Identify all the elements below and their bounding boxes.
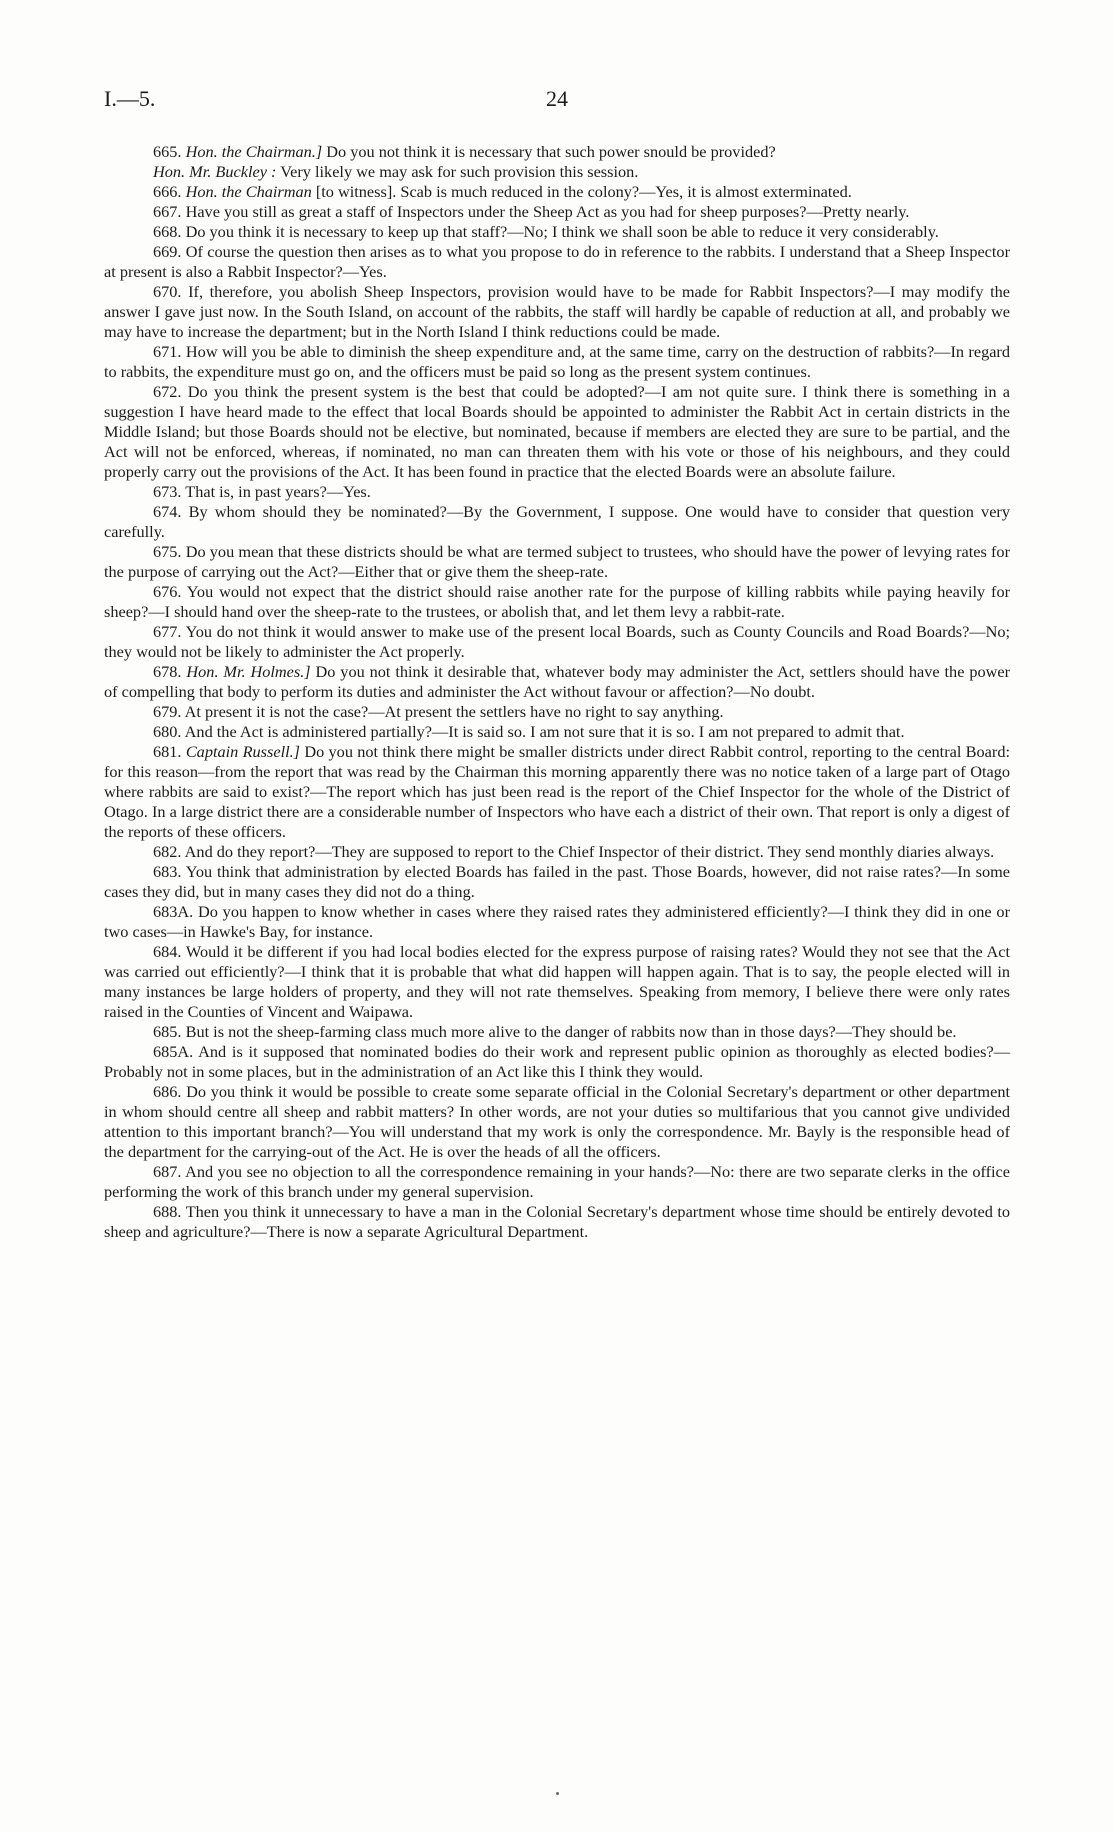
paragraph-text: Do you not think it desirable that, whatever body may administer the Act, settlers should have the power of compelling that body to perform its duties and administer the Act without favour or affection?—No doubt. — [104, 662, 1011, 701]
question-number: 684. — [153, 942, 182, 961]
testimony-paragraph — [104, 282, 1010, 342]
paragraph-text: Do you think the present system is the best that could be adopted?—I am not quite sure. I think there is something in a suggestion I have heard made to the effect that local Boards should be appointed to administer the Rabbit Act in certain districts in the Middle Island; but those Boards should not be elective, but nominated, because if members are elected they are sure to be partial, and the Act will not be enforced, whereas, if nominated, no man can threaten them with his vote or those of his neighbours, and they could properly carry out the provisions of the Act. It has been found in practice that the elected Boards were an absolute failure. — [104, 382, 1010, 481]
paragraph-text: You do not think it would answer to make use of the present local Boards, such as County Councils and Road Boards?—No; they would not be likely to administer the Act properly. — [104, 622, 1010, 661]
question-number: 674. — [153, 502, 182, 521]
question-number: 682. — [153, 842, 182, 861]
question-number: 667. — [153, 202, 182, 221]
testimony-body — [104, 142, 1010, 1242]
testimony-paragraph — [104, 1162, 1010, 1202]
testimony-paragraph — [104, 702, 1010, 722]
speaker-name: Hon. the Chairman — [185, 182, 312, 201]
question-number: 680. — [153, 722, 182, 741]
paragraph-text: Do you happen to know whether in cases where they raised rates they administered efficiently?—I think they did in one or two cases—in Hawke's Bay, for instance. — [104, 902, 1010, 941]
testimony-paragraph — [104, 722, 1010, 742]
question-number: 678. — [153, 662, 182, 681]
paragraph-text: Then you think it unnecessary to have a man in the Colonial Secretary's department whose time should be entirely devoted to sheep and agriculture?—There is now a separate Agricultural Department. — [104, 1202, 1010, 1241]
question-number: 673. — [153, 482, 182, 501]
speaker-name: Hon. Mr. Buckley : — [153, 162, 277, 181]
question-number: 665. — [153, 142, 182, 161]
question-number: 685. — [153, 1022, 182, 1041]
paragraph-text: Very likely we may ask for such provision this session. — [276, 162, 639, 181]
question-number: 683A. — [153, 902, 194, 921]
paragraph-text: Do you not think there might be smaller districts under direct Rabbit control, reporting to the central Board: for this reason—from the report that was read by the Chairman this morning apparently there was no notice taken of a large part of Otago where rabbits are said to exist?—The report which has just been read is the report of the Chief Inspector for the whole of the District of Otago. In a large district there are a considerable number of Inspectors who have each a district of their own. That report is only a digest of the reports of these officers. — [104, 742, 1010, 841]
document-reference: I.—5. — [104, 86, 156, 111]
paragraph-text: You think that administration by elected Boards has failed in the past. Those Boards, however, did not raise rates?—In some cases they did, but in many cases they did not do a thing. — [104, 862, 1010, 901]
paragraph-text: You would not expect that the district should raise another rate for the purpose of killing rabbits while paying heavily for sheep?—I should hand over the sheep-rate to the trustees, or abolish that, and let them levy a rabbit-rate. — [104, 582, 1011, 621]
question-number: 688. — [153, 1202, 182, 1221]
testimony-paragraph — [104, 582, 1010, 622]
question-number: 671. — [153, 342, 182, 361]
paragraph-text: Do you think it would be possible to create some separate official in the Colonial Secretary's department or other department in whom should centre all sheep and rabbit matters? In other words, are not your duties so multifarious that you cannot give undivided attention to this important branch?—You will understand that my work is only the correspondence. Mr. Bayly is the responsible head of the department for the carrying-out of the Act. He is over the heads of all the officers. — [104, 1082, 1010, 1161]
speaker-name: Captain Russell.] — [185, 742, 301, 761]
testimony-paragraph — [104, 742, 1010, 842]
testimony-paragraph — [104, 842, 1010, 862]
paragraph-text: And is it supposed that nominated bodies do their work and represent public opinion as thoroughly as elected bodies?—Probably not in some places, but in the administration of an Act like this I think they would. — [104, 1042, 1011, 1081]
question-number: 685A. — [153, 1042, 194, 1061]
page-header — [104, 84, 1010, 114]
question-number: 668. — [153, 222, 182, 241]
testimony-paragraph — [104, 182, 1010, 202]
paragraph-text: [to witness]. Scab is much reduced in the colony?—Yes, it is almost exterminated. — [311, 182, 852, 201]
testimony-paragraph — [104, 342, 1010, 382]
testimony-paragraph — [104, 662, 1010, 702]
testimony-paragraph — [104, 1022, 1010, 1042]
testimony-paragraph — [104, 1042, 1010, 1082]
paragraph-text: And do they report?—They are supposed to report to the Chief Inspector of their district. They send monthly diaries always. — [184, 842, 995, 861]
paragraph-text: By whom should they be nominated?—By the Government, I suppose. One would have to consider that question very carefully. — [104, 502, 1010, 541]
speaker-name: Hon. the Chairman.] — [185, 142, 323, 161]
paragraph-text: How will you be able to diminish the sheep expenditure and, at the same time, carry on the destruction of rabbits?—In regard to rabbits, the expenditure must go on, and the officers must be paid so long as the present system continues. — [104, 342, 1010, 381]
speaker-name: Hon. Mr. Holmes.] — [186, 662, 311, 681]
paragraph-text: Of course the question then arises as to what you propose to do in reference to the rabbits. I understand that a Sheep Inspector at present is also a Rabbit Inspector?—Yes. — [104, 242, 1010, 281]
paragraph-text: That is, in past years?—Yes. — [185, 482, 371, 501]
testimony-paragraph — [104, 382, 1010, 482]
paragraph-text: Do you think it is necessary to keep up that staff?—No; I think we shall soon be able to reduce it very considerably. — [185, 222, 939, 241]
testimony-paragraph — [104, 542, 1010, 582]
testimony-paragraph — [104, 242, 1010, 282]
question-number: 687. — [153, 1162, 182, 1181]
testimony-paragraph — [104, 862, 1010, 902]
testimony-paragraph — [104, 482, 1010, 502]
testimony-paragraph — [104, 502, 1010, 542]
testimony-paragraph — [104, 942, 1010, 1022]
question-number: 679. — [153, 702, 182, 721]
question-number: 672. — [153, 382, 182, 401]
question-number: 666. — [153, 182, 182, 201]
testimony-paragraph — [104, 622, 1010, 662]
paragraph-text: If, therefore, you abolish Sheep Inspectors, provision would have to be made for Rabbit Inspectors?—I may modify the answer I gave just now. In the South Island, on account of the rabbits, the staff will hardly be capable of reduction at all, and probably we may have to increase the department; but in the North Island I think reductions could be made. — [104, 282, 1010, 341]
page-number: 24 — [546, 86, 568, 111]
question-number: 675. — [153, 542, 182, 561]
paragraph-text: And you see no objection to all the correspondence remaining in your hands?—No: there are two separate clerks in the office performing the work of this branch under my general supervision. — [104, 1162, 1010, 1201]
testimony-paragraph — [104, 162, 1010, 182]
testimony-paragraph — [104, 1082, 1010, 1162]
paragraph-text: Have you still as great a staff of Inspectors under the Sheep Act as you had for sheep purposes?—Pretty nearly. — [185, 202, 910, 221]
testimony-paragraph — [104, 142, 1010, 162]
question-number: 670. — [153, 282, 182, 301]
testimony-paragraph — [104, 202, 1010, 222]
question-number: 677. — [153, 622, 182, 641]
question-number: 681. — [153, 742, 182, 761]
paragraph-text: But is not the sheep-farming class much more alive to the danger of rabbits now than in those days?—They should be. — [185, 1022, 957, 1041]
question-number: 676. — [153, 582, 182, 601]
testimony-paragraph — [104, 902, 1010, 942]
paragraph-text: And the Act is administered partially?—It is said so. I am not sure that it is so. I am not prepared to admit that. — [184, 722, 905, 741]
paragraph-text: At present it is not the case?—At present the settlers have no right to say anything. — [184, 702, 724, 721]
paragraph-text: Do you mean that these districts should be what are termed subject to trustees, who should have the power of levying rates for the purpose of carrying out the Act?—Either that or give them the sheep-rate. — [104, 542, 1010, 581]
paragraph-text: Do you not think it is necessary that such power snould be provided? — [322, 142, 776, 161]
question-number: 683. — [153, 862, 182, 881]
paragraph-text: Would it be different if you had local bodies elected for the express purpose of raising rates? Would they not see that the Act was carried out efficiently?—I think that it is probable that what did happen will happen again. That is to say, the people elected will in many instances be large holders of property, and they will not rate themselves. Speaking from memory, I believe there were only rates raised in the Counties of Vincent and Waipawa. — [104, 942, 1010, 1021]
testimony-paragraph — [104, 222, 1010, 242]
print-speck — [556, 1792, 559, 1795]
question-number: 686. — [153, 1082, 182, 1101]
question-number: 669. — [153, 242, 182, 261]
testimony-paragraph — [104, 1202, 1010, 1242]
